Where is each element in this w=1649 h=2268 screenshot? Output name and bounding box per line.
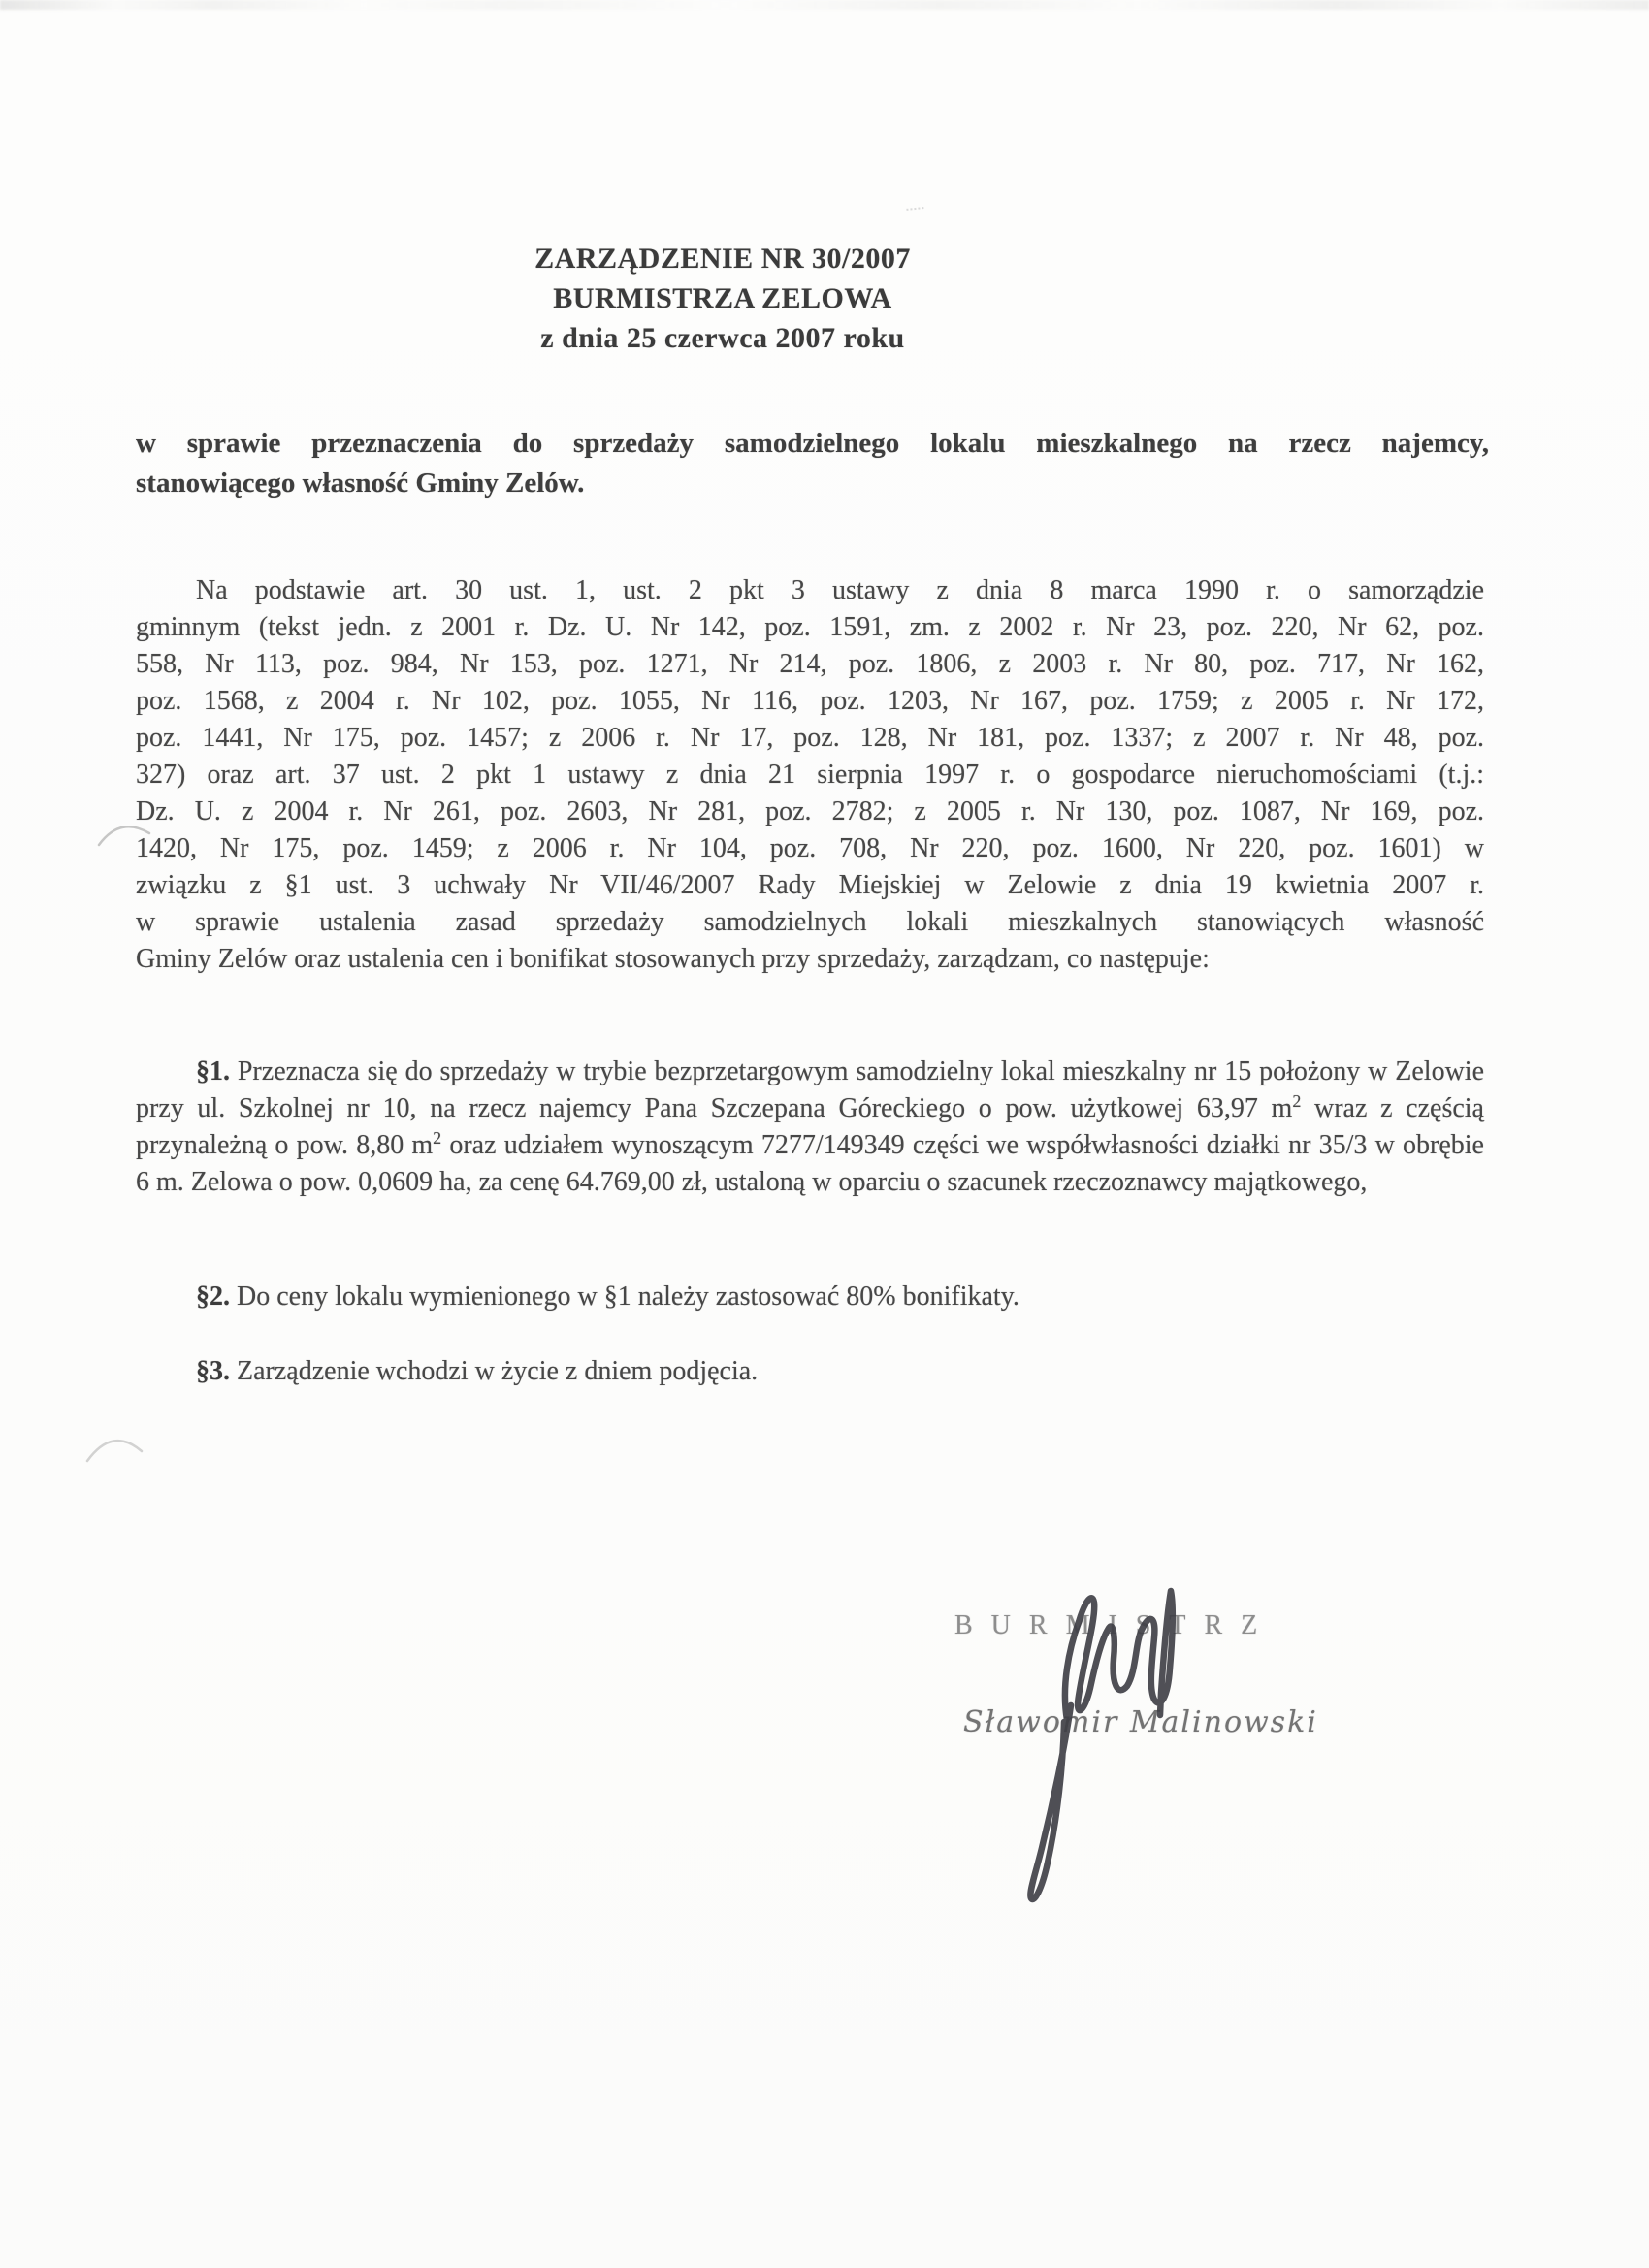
text-line: w sprawie przeznaczenia do sprzedaży samodzielnego lokalu mieszkalnego na rzecz najemcy, [136,428,1489,459]
section-1-text: wraz z częścią przynależną o pow. 8,80 m [136,1093,1484,1160]
text-line: poz. 1568, z 2004 r. Nr 102, poz. 1055, Nr 116, poz. 1203, Nr 167, poz. 1759; z 2005 r. Nr 172, [136,686,1484,716]
pencil-arc-mark-left-margin [97,820,157,853]
section-2-label: §2. [196,1281,230,1312]
section-3-paragraph [136,1353,1484,1390]
signature-printed-name: Sławomir Malinowski [963,1705,1318,1739]
section-2-text: Do ceny lokalu wymienionego w §1 należy zastosować 80% bonifikaty. [230,1281,1019,1312]
section-1-text: Przeznacza się do sprzedaży w trybie bezprzetargowym samodzielny lokal mieszkalny nr 15 położony w Zelowie przy ul. Szkolnej nr 10, na rzecz najemcy Pana Szczepana Góreckiego o pow. użytkowej 63,97 m [136,1056,1484,1123]
text-line: 558, Nr 113, poz. 984, Nr 153, poz. 1271, Nr 214, poz. 1806, z 2003 r. Nr 80, poz. 717, Nr 162, [136,649,1484,679]
text-line: 1420, Nr 175, poz. 1459; z 2006 r. Nr 104, poz. 708, Nr 220, poz. 1600, Nr 220, poz. 1601) w [136,833,1484,863]
text-line: poz. 1441, Nr 175, poz. 1457; z 2006 r. Nr 17, poz. 128, Nr 181, poz. 1337; z 2007 r. Nr 48, poz. [136,723,1484,753]
text-line: w sprawie ustalenia zasad sprzedaży samodzielnych lokali mieszkalnych stanowiących własność [136,907,1484,937]
scan-noise-top-edge [0,0,1649,10]
section-2-paragraph [136,1279,1484,1315]
scan-artifact-dot [906,199,924,211]
signature-position-title: BURMISTRZ [954,1610,1277,1640]
section-3-label: §3. [196,1356,230,1386]
pencil-arc-mark-left-margin [85,1432,149,1469]
legal-basis-paragraph [136,572,1484,978]
title-line-number: ZARZĄDZENIE NR 30/2007 [534,243,911,275]
superscript-square-meters: 2 [1292,1091,1302,1111]
section-1-label: §1. [196,1056,230,1086]
text-line: Na podstawie art. 30 ust. 1, ust. 2 pkt 3 ustawy z dnia 8 marca 1990 r. o samorządzie [196,575,1484,605]
handwritten-signature-ink [989,1562,1222,1930]
section-3-text: Zarządzenie wchodzi w życie z dniem podjęcia. [230,1356,759,1386]
document-title [136,239,1310,358]
section-1-paragraph [136,1053,1484,1201]
title-line-authority: BURMISTRZA ZELOWA [553,282,892,314]
text-line: związku z §1 ust. 3 uchwały Nr VII/46/2007 Rady Miejskiej w Zelowie z dnia 19 kwietnia 2007 r. [136,870,1484,900]
text-line: gminnym (tekst jedn. z 2001 r. Dz. U. Nr 142, poz. 1591, zm. z 2002 r. Nr 23, poz. 220, Nr 62, poz. [136,612,1484,642]
text-line: stanowiącego własność Gminy Zelów. [136,468,585,499]
subject-paragraph [136,424,1489,503]
section-1-text: oraz udziałem wynoszącym 7277/149349 części we współwłasności działki nr 35/3 w obrębie 6 m. Zelowa o pow. 0,0609 ha, za cenę 64.769,00 zł, ustaloną w oparciu o szacunek rzeczoznawcy majątkowego, [136,1130,1484,1197]
title-line-date: z dnia 25 czerwca 2007 roku [540,322,905,354]
text-line: Gminy Zelów oraz ustalenia cen i bonifikat stosowanych przy sprzedaży, zarządzam, co następuje: [136,944,1210,974]
text-line: Dz. U. z 2004 r. Nr 261, poz. 2603, Nr 281, poz. 2782; z 2005 r. Nr 130, poz. 1087, Nr 169, poz. [136,796,1484,826]
text-line: 327) oraz art. 37 ust. 2 pkt 1 ustawy z dnia 21 sierpnia 1997 r. o gospodarce nieruchomościami (t.j.: [136,760,1484,790]
superscript-square-meters: 2 [433,1128,442,1148]
